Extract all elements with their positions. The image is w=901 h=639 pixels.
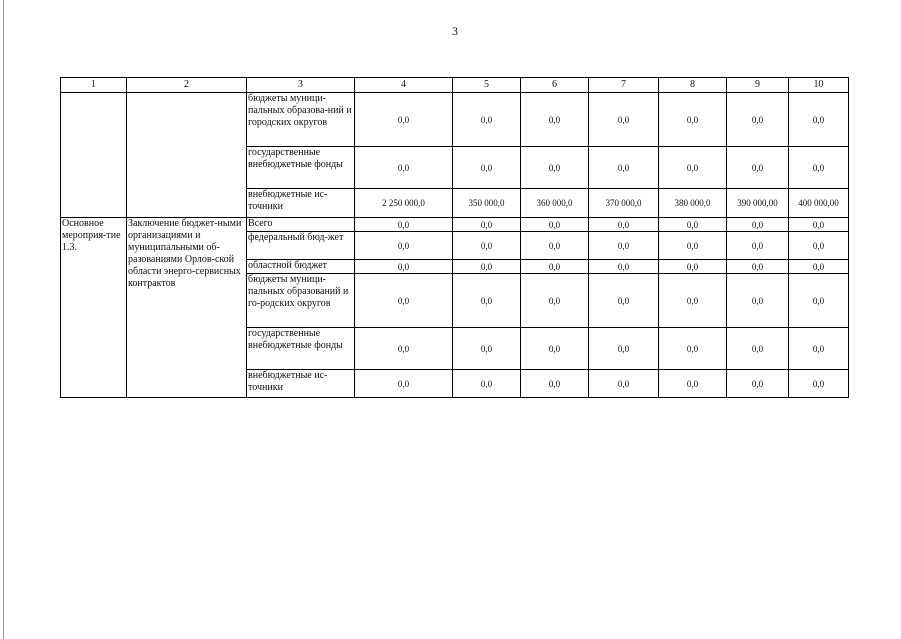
value-cell: 0,0 xyxy=(521,93,589,147)
funding-source-cell: государственные внебюджетные фонды xyxy=(247,328,355,370)
value-cell: 0,0 xyxy=(589,274,659,328)
value-cell: 0,0 xyxy=(659,370,727,398)
value-cell: 0,0 xyxy=(355,218,453,232)
description-cell xyxy=(127,93,247,218)
value-cell: 0,0 xyxy=(355,260,453,274)
value-cell: 0,0 xyxy=(521,328,589,370)
value-cell: 0,0 xyxy=(589,328,659,370)
value-cell: 0,0 xyxy=(453,274,521,328)
page-number: 3 xyxy=(452,24,458,38)
value-cell: 0,0 xyxy=(659,93,727,147)
value-cell: 0,0 xyxy=(589,147,659,189)
value-cell: 380 000,0 xyxy=(659,189,727,218)
value-cell: 0,0 xyxy=(789,328,849,370)
value-cell: 0,0 xyxy=(789,232,849,260)
value-cell: 0,0 xyxy=(789,370,849,398)
value-cell: 0,0 xyxy=(355,147,453,189)
value-cell: 0,0 xyxy=(589,370,659,398)
value-cell: 0,0 xyxy=(521,260,589,274)
value-cell: 0,0 xyxy=(453,260,521,274)
value-cell: 0,0 xyxy=(727,232,789,260)
value-cell: 0,0 xyxy=(659,147,727,189)
value-cell: 0,0 xyxy=(727,274,789,328)
value-cell: 0,0 xyxy=(355,274,453,328)
funding-source-cell: бюджеты муници-пальных образований и го-родских округов xyxy=(247,274,355,328)
funding-source-cell: Всего xyxy=(247,218,355,232)
column-header: 9 xyxy=(727,78,789,93)
value-cell: 0,0 xyxy=(659,232,727,260)
column-header: 5 xyxy=(453,78,521,93)
value-cell: 370 000,0 xyxy=(589,189,659,218)
value-cell: 0,0 xyxy=(659,328,727,370)
value-cell: 350 000,0 xyxy=(453,189,521,218)
value-cell: 0,0 xyxy=(453,147,521,189)
value-cell: 0,0 xyxy=(727,328,789,370)
budget-table xyxy=(60,77,849,398)
column-header: 10 xyxy=(789,78,849,93)
value-cell: 0,0 xyxy=(659,218,727,232)
value-cell: 0,0 xyxy=(789,274,849,328)
activity-cell xyxy=(61,93,127,218)
value-cell: 0,0 xyxy=(727,147,789,189)
column-header: 4 xyxy=(355,78,453,93)
value-cell: 0,0 xyxy=(727,218,789,232)
value-cell: 0,0 xyxy=(453,93,521,147)
column-header: 6 xyxy=(521,78,589,93)
page-edge-line xyxy=(3,0,4,639)
activity-cell: Основное мероприя-тие 1.3. xyxy=(61,218,127,398)
value-cell: 0,0 xyxy=(355,370,453,398)
value-cell: 0,0 xyxy=(521,370,589,398)
value-cell: 0,0 xyxy=(789,93,849,147)
funding-source-cell: государственные внебюджетные фонды xyxy=(247,147,355,189)
value-cell: 0,0 xyxy=(355,328,453,370)
value-cell: 0,0 xyxy=(659,260,727,274)
funding-source-cell: внебюджетные ис-точники xyxy=(247,189,355,218)
value-cell: 0,0 xyxy=(589,260,659,274)
value-cell: 0,0 xyxy=(521,274,589,328)
value-cell: 0,0 xyxy=(727,370,789,398)
value-cell: 0,0 xyxy=(727,260,789,274)
value-cell: 0,0 xyxy=(589,93,659,147)
value-cell: 0,0 xyxy=(453,232,521,260)
value-cell: 400 000,00 xyxy=(789,189,849,218)
value-cell: 0,0 xyxy=(355,93,453,147)
column-header: 3 xyxy=(247,78,355,93)
value-cell: 0,0 xyxy=(521,147,589,189)
value-cell: 0,0 xyxy=(521,232,589,260)
table-header-row xyxy=(61,78,849,93)
value-cell: 0,0 xyxy=(789,218,849,232)
column-header: 7 xyxy=(589,78,659,93)
value-cell: 0,0 xyxy=(659,274,727,328)
description-cell: Заключение бюджет-ными организациями и муниципальными об-разованиями Орлов-ской области энерго-сервисных контрактов xyxy=(127,218,247,398)
value-cell: 2 250 000,0 xyxy=(355,189,453,218)
value-cell: 0,0 xyxy=(453,218,521,232)
value-cell: 360 000,0 xyxy=(521,189,589,218)
value-cell: 0,0 xyxy=(589,232,659,260)
funding-source-cell: федеральный бюд-жет xyxy=(247,232,355,260)
funding-source-cell: бюджеты муници-пальных образова-ний и городских округов xyxy=(247,93,355,147)
value-cell: 0,0 xyxy=(453,328,521,370)
value-cell: 0,0 xyxy=(355,232,453,260)
value-cell: 0,0 xyxy=(589,218,659,232)
funding-source-cell: внебюджетные ис-точники xyxy=(247,370,355,398)
value-cell: 0,0 xyxy=(453,370,521,398)
column-header: 2 xyxy=(127,78,247,93)
value-cell: 390 000,00 xyxy=(727,189,789,218)
table-row xyxy=(61,218,849,232)
value-cell: 0,0 xyxy=(727,93,789,147)
table-row xyxy=(61,93,849,147)
column-header: 8 xyxy=(659,78,727,93)
column-header: 1 xyxy=(61,78,127,93)
value-cell: 0,0 xyxy=(789,260,849,274)
funding-source-cell: областной бюджет xyxy=(247,260,355,274)
value-cell: 0,0 xyxy=(521,218,589,232)
value-cell: 0,0 xyxy=(789,147,849,189)
